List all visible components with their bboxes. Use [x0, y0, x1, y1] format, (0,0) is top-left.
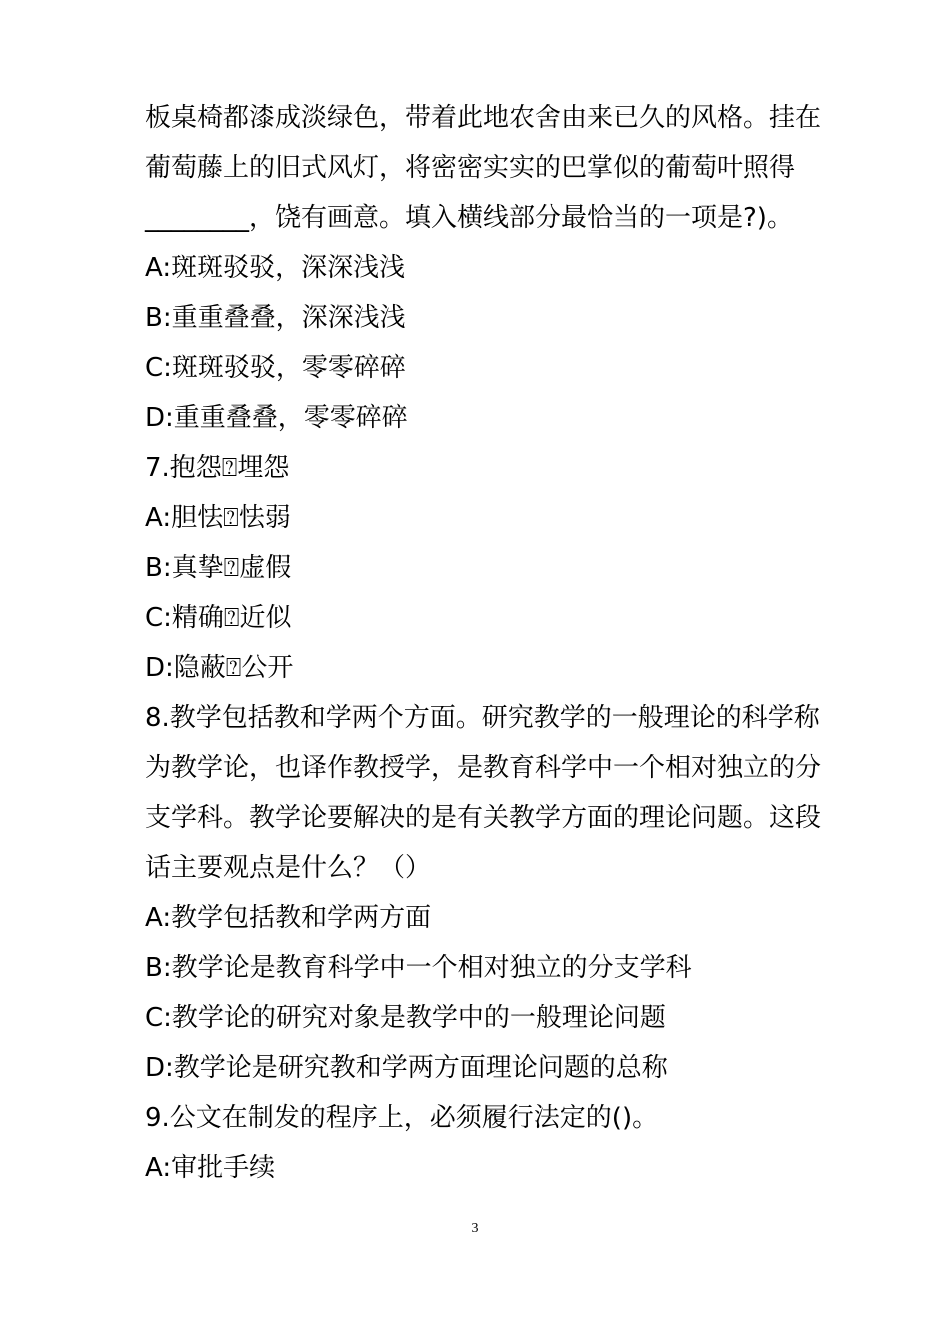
option-line: A:教学包括教和学两方面	[145, 903, 432, 933]
option-line: A:胆怯⍰怯弱	[145, 503, 291, 533]
text-line: 板桌椅都漆成淡绿色，带着此地农舍由来已久的风格。挂在	[145, 103, 822, 133]
text-line: 葡萄藤上的旧式风灯，将密密实实的巴掌似的葡萄叶照得	[145, 153, 796, 183]
option-line: B:教学论是教育科学中一个相对独立的分支学科	[145, 953, 692, 983]
option-line: D:隐蔽⍰公开	[145, 653, 294, 683]
option-line: B:重重叠叠，深深浅浅	[145, 303, 406, 333]
option-line: C:斑斑驳驳，零零碎碎	[145, 353, 406, 383]
question-line: 8.教学包括教和学两个方面。研究教学的一般理论的科学称	[145, 703, 820, 733]
text-line: 为教学论，也译作教授学，是教育科学中一个相对独立的分	[145, 753, 822, 783]
option-line: A:斑斑驳驳，深深浅浅	[145, 253, 406, 283]
text-line: 支学科。教学论要解决的是有关教学方面的理论问题。这段	[145, 803, 822, 833]
option-line: C:教学论的研究对象是教学中的一般理论问题	[145, 1003, 666, 1033]
page-number: 3	[471, 1221, 479, 1236]
text-line: ________，饶有画意。填入横线部分最恰当的一项是?)。	[145, 203, 793, 233]
text-body	[145, 93, 825, 1193]
option-line: B:真挚⍰虚假	[145, 553, 292, 583]
text-line: 话主要观点是什么？（）	[145, 853, 432, 883]
option-line: C:精确⍰近似	[145, 603, 292, 633]
question-line: 9.公文在制发的程序上，必须履行法定的()。	[145, 1103, 659, 1133]
option-line: D:重重叠叠，零零碎碎	[145, 403, 408, 433]
question-line: 7.抱怨⍰埋怨	[145, 453, 290, 483]
option-line: D:教学论是研究教和学两方面理论问题的总称	[145, 1053, 668, 1083]
option-line: A:审批手续	[145, 1153, 276, 1183]
